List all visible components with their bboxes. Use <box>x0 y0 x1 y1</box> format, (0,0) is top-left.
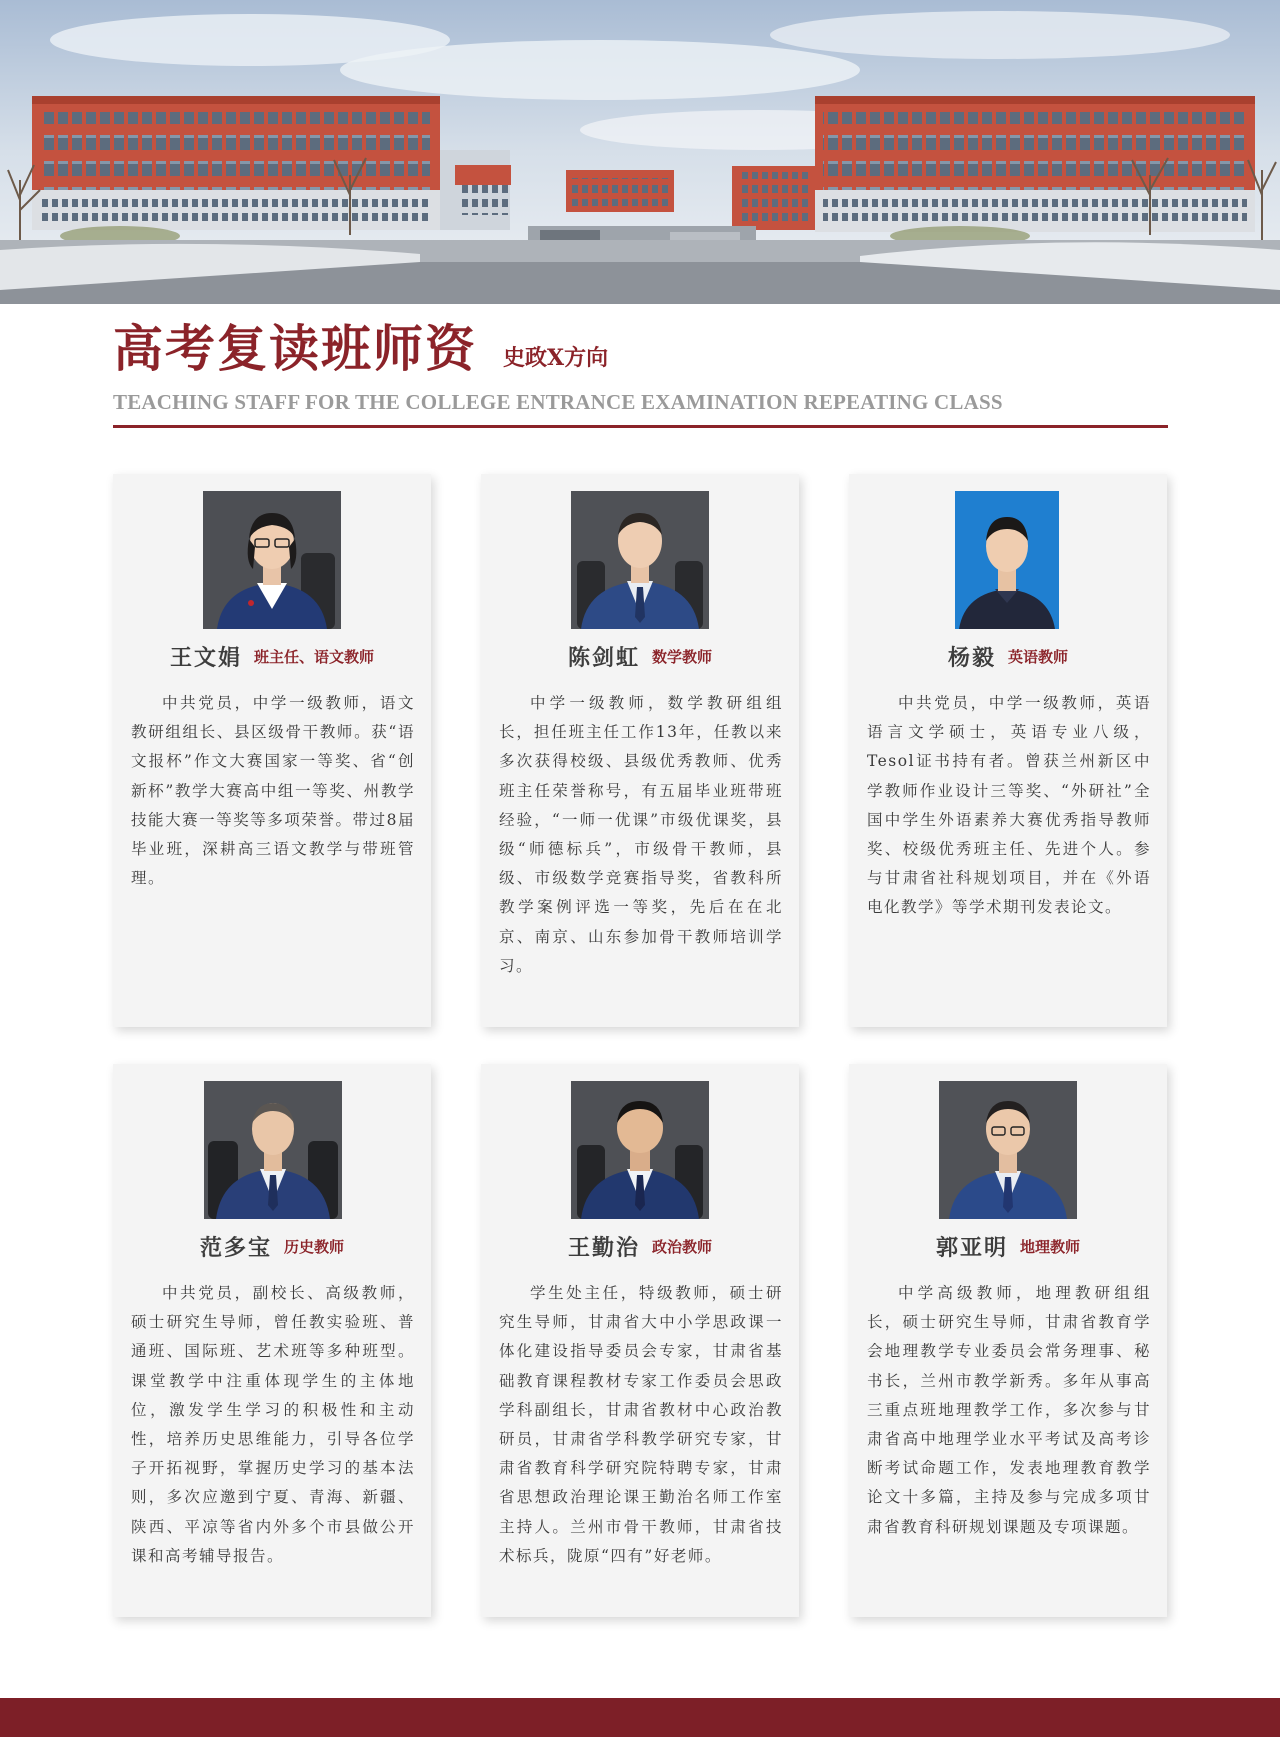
teacher-name: 陈剑虹 <box>567 646 640 671</box>
teacher-bio: 中学高级教师，地理教研组组长，硕士研究生导师，甘肃省教育学会地理教学专业委员会常务理事、秘书长，兰州市教学新秀。多年从事高三重点班地理教学工作，多次参与甘肃省高中地理学业水平考试及高考诊断考试命题工作，发表地理教育教学论文十多篇，主持及参与完成多项甘肃省教育科研规划课题及专项课题。 <box>867 1284 1151 1536</box>
teacher-photo <box>571 1081 709 1219</box>
portrait-male-blue-bg <box>955 491 1059 629</box>
teacher-photo <box>204 1081 342 1219</box>
teacher-name-row <box>113 641 431 672</box>
teacher-role: 班主任、语文教师 <box>254 648 375 666</box>
teacher-name: 范多宝 <box>199 1236 272 1261</box>
portrait-male <box>204 1081 342 1219</box>
teacher-role: 数学教师 <box>652 648 713 666</box>
teacher-name: 郭亚明 <box>935 1236 1008 1261</box>
teacher-bio: 中共党员，中学一级教师，英语语言文学硕士，英语专业八级，Tesol证书持有者。曾获兰州新区中学教师作业设计三等奖、“外研社”全国中学生外语素养大赛优秀指导教师奖、校级优秀班主任、先进个人。参与甘肃省社科规划项目，并在《外语电化教学》等学术期刊发表论文。 <box>867 694 1151 917</box>
teacher-photo <box>955 491 1059 629</box>
portrait-male <box>939 1081 1077 1219</box>
teacher-bio: 中学一级教师，数学教研组组长，担任班主任工作13年，任教以来多次获得校级、县级优秀教师、优秀班主任荣誉称号，有五届毕业班带班经验，“一师一优课”市级优课奖，县级“师德标兵”，市级骨干教师，县级、市级数学竞赛指导奖，省教科所教学案例评选一等奖，先后在在北京、南京、山东参加骨干教师培训学习。 <box>499 694 783 975</box>
teacher-name-row <box>481 1231 799 1262</box>
page-subtitle: 史政X方向 <box>503 345 609 371</box>
english-subtitle: TEACHING STAFF FOR THE COLLEGE ENTRANCE EXAMINATION REPEATING CLASS <box>113 390 1003 414</box>
teacher-name-row <box>481 641 799 672</box>
teacher-card <box>113 474 431 1027</box>
teacher-name-row <box>113 1231 431 1262</box>
teacher-photo <box>939 1081 1077 1219</box>
teacher-name: 王文娟 <box>169 646 242 671</box>
teacher-card <box>849 1064 1167 1617</box>
portrait-male <box>571 1081 709 1219</box>
teacher-role: 地理教师 <box>1020 1238 1081 1256</box>
campus-banner <box>0 0 1280 304</box>
section-header <box>113 318 1168 428</box>
campus-building-illustration <box>0 0 1280 304</box>
teacher-bio: 学生处主任，特级教师，硕士研究生导师，甘肃省大中小学思政课一体化建设指导委员会专家，甘肃省基础教育课程教材专家工作委员会思政学科副组长，甘肃省教材中心政治教研员，甘肃省学科教学研究专家，甘肃省教育科学研究院特聘专家，甘肃省思想政治理论课王勤治名师工作室主持人。兰州市骨干教师，甘肃省技术标兵，陇原“四有”好老师。 <box>499 1284 783 1565</box>
teacher-name-row <box>849 1231 1167 1262</box>
title-divider <box>113 425 1168 428</box>
teacher-card <box>849 474 1167 1027</box>
footer-bar <box>0 1698 1280 1737</box>
teacher-card <box>113 1064 431 1617</box>
teacher-name-row <box>849 641 1167 672</box>
teacher-photo <box>203 491 341 629</box>
teacher-name: 杨毅 <box>947 646 996 671</box>
portrait-male <box>571 491 709 629</box>
portrait-female <box>203 491 341 629</box>
teacher-bio: 中共党员，副校长、高级教师，硕士研究生导师，曾任教实验班、普通班、国际班、艺术班等多种班型。课堂教学中注重体现学生的主体地位，激发学生学习的积极性和主动性，培养历史思维能力，引导各位学子开拓视野，掌握历史学习的基本法则，多次应邀到宁夏、青海、新疆、陕西、平凉等省内外多个市县做公开课和高考辅导报告。 <box>131 1284 415 1565</box>
teacher-bio: 中共党员，中学一级教师，语文教研组组长、县区级骨干教师。获“语文报杯”作文大赛国家一等奖、省“创新杯”教学大赛高中组一等奖、州教学技能大赛一等奖等多项荣誉。带过8届毕业班，深耕高三语文教学与带班管理。 <box>131 694 415 888</box>
page-title: 高考复读班师资 <box>113 319 477 378</box>
teacher-role: 历史教师 <box>284 1238 345 1256</box>
teacher-card <box>481 474 799 1027</box>
teacher-name: 王勤治 <box>567 1236 640 1261</box>
teacher-role: 英语教师 <box>1008 648 1069 666</box>
teacher-role: 政治教师 <box>652 1238 713 1256</box>
teacher-photo <box>571 491 709 629</box>
teacher-card <box>481 1064 799 1617</box>
